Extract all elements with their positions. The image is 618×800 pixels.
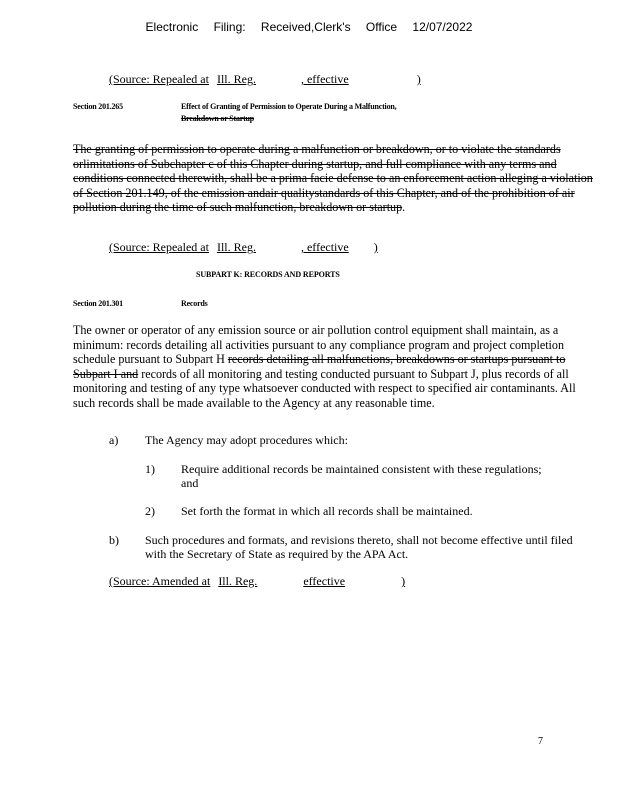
- list-label-b: b): [109, 533, 119, 547]
- list-text-b: Such procedures and formats, and revisions thereto, shall not become effective until filed with the Secretary of State as required by the APA Act.: [145, 533, 573, 561]
- subpart-k-heading: SUBPART K: RECORDS AND REPORTS: [196, 270, 340, 279]
- section-number-265: Section 201.265: [73, 102, 123, 111]
- section-265-body: The granting of permission to operate during a malfunction or breakdown, or to violate the standards orlimitations of Subchapter c of this Chapter during startup, and full compliance with any terms and conditions connected therewith, shall be a prima facie defense to an enforcement action alleging a violation of Section 201.149, of the emission andair qualitystandards of this Chapter, and of the prohibition of air pollution during the time of such malfunction, breakdown or startup.: [73, 142, 593, 214]
- list-label-a2: 2): [145, 504, 155, 518]
- header-date: 12/07/2022: [412, 20, 473, 34]
- source-note-repealed-2: (Source: Repealed at Ill. Reg. , effective ): [109, 240, 378, 254]
- header-received: Received,Clerk's: [260, 20, 351, 34]
- section-301-body: The owner or operator of any emission source or air pollution control equipment shall maintain, as a minimum: records detailing all activities pursuant to any compliance program and project completion schedule pursuant to Subpart H records detailing all malfunctions, breakdowns or startups pursuant to Subpart I and records of all monitoring and testing conducted pursuant to Subpart J, plus records of all monitoring and testing of any type whatsoever conducted with respect to specified air contaminants. All such records shall be made available to the Agency at any reasonable time.: [73, 323, 576, 410]
- header-filing: Filing:: [213, 20, 246, 34]
- header-office: Office: [365, 20, 398, 34]
- filing-header: [0, 20, 618, 34]
- list-label-a: a): [109, 433, 119, 447]
- section-title-301: Records: [181, 299, 208, 308]
- list-text-a1: Require additional records be maintained consistent with these regulations; and: [181, 462, 542, 490]
- section-title-265: Effect of Granting of Permission to Operate During a Malfunction, Breakdown or Startup: [181, 102, 397, 123]
- source-note-amended: (Source: Amended at Ill. Reg. effective ): [109, 574, 406, 588]
- list-text-a2: Set forth the format in which all records shall be maintained.: [181, 504, 473, 518]
- source-note-repealed-1: (Source: Repealed at Ill. Reg. , effective ): [109, 72, 421, 86]
- page-number: 7: [538, 736, 543, 747]
- header-electronic: Electronic: [145, 20, 199, 34]
- section-number-301: Section 201.301: [73, 299, 123, 308]
- list-label-a1: 1): [145, 462, 155, 476]
- list-text-a: The Agency may adopt procedures which:: [145, 433, 348, 447]
